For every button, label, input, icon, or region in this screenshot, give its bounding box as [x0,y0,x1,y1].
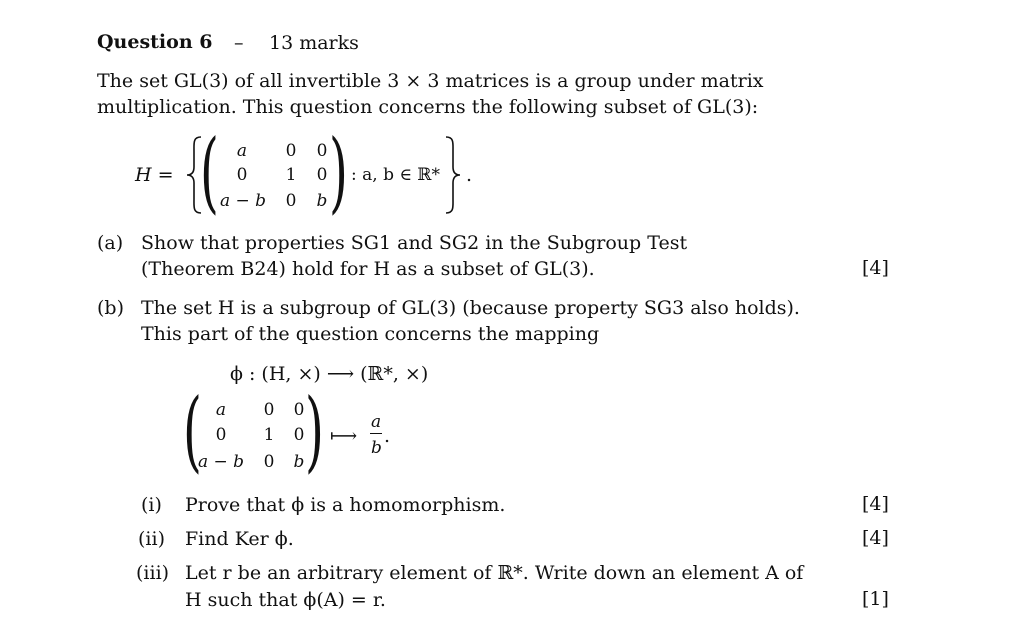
subpart-i-marks: [4] [862,493,889,515]
mapping-definition: ϕ : (H, ×) ⟶ (ℝ*, ×) [230,363,429,385]
set-condition: : a, b ∈ ℝ* [351,165,440,185]
set-matrix-cell: a [236,141,248,161]
mapping-matrix-cell: 0 [293,425,305,445]
set-matrix-cell: a − b [219,191,267,211]
part-a-label: (a) [97,232,124,254]
mapping-matrix-cell: a [215,400,227,420]
subpart-iii-text-2: H such that ϕ(A) = r. [185,589,386,611]
mapping-matrix-cell: 0 [293,400,305,420]
set-end: . [466,164,473,186]
part-a-marks: [4] [862,257,889,279]
part-b-label: (b) [97,297,124,319]
mapping-matrix-cell: a − b [197,452,245,472]
set-matrix-cell: 1 [285,165,297,185]
subpart-ii-label: (ii) [138,528,165,550]
subpart-i-label: (i) [141,494,162,516]
set-matrix-cell: 0 [285,191,297,211]
set-lhs: H = [135,164,174,186]
mapping-matrix-left-paren: ( [183,379,202,482]
fraction-end: . [384,425,391,447]
set-matrix-right-paren: ) [329,120,348,223]
set-matrix-cell: 0 [285,141,297,161]
fraction-numerator: a [371,412,382,432]
part-a-line-2: (Theorem B24) hold for H as a subset of GL(3). [141,258,595,280]
question-dash: – [234,32,244,54]
subpart-iii-label: (iii) [136,562,170,584]
set-matrix-cell: 0 [236,165,248,185]
subpart-ii-text: Find Ker ϕ. [185,528,294,550]
fraction-bar [370,433,382,434]
intro-line-2: multiplication. This question concerns the following subset of GL(3): [97,96,759,118]
part-a-line-1: Show that properties SG1 and SG2 in the Subgroup Test [141,232,688,254]
mapping-matrix-cell: 0 [263,400,275,420]
subpart-i-text: Prove that ϕ is a homomorphism. [185,494,506,516]
set-right-brace [444,135,462,215]
fraction-denominator: b [371,438,382,458]
subpart-ii-marks: [4] [862,527,889,549]
set-matrix-cell: 0 [316,141,328,161]
set-matrix-left-paren: ( [200,120,219,223]
subpart-iii-text: Let r be an arbitrary element of ℝ*. Write down an element A of [185,562,804,584]
mapping-matrix-right-paren: ) [305,379,324,482]
mapping-matrix-cell: 0 [215,425,227,445]
question-marks: 13 marks [269,32,359,54]
part-b-line-2: This part of the question concerns the mapping [141,323,600,345]
intro-line-1: The set GL(3) of all invertible 3 × 3 matrices is a group under matrix [97,70,764,92]
maps-to-arrow: ⟼ [330,425,358,447]
part-b-line-1: The set H is a subgroup of GL(3) (because property SG3 also holds). [141,297,800,319]
set-matrix-cell: 0 [316,165,328,185]
mapping-matrix-cell: 0 [263,452,275,472]
mapping-matrix-cell: b [293,452,305,472]
subpart-iii-marks: [1] [862,588,889,610]
mapping-matrix-cell: 1 [263,425,275,445]
set-matrix-cell: b [316,191,328,211]
question-title: Question 6 [97,31,213,53]
